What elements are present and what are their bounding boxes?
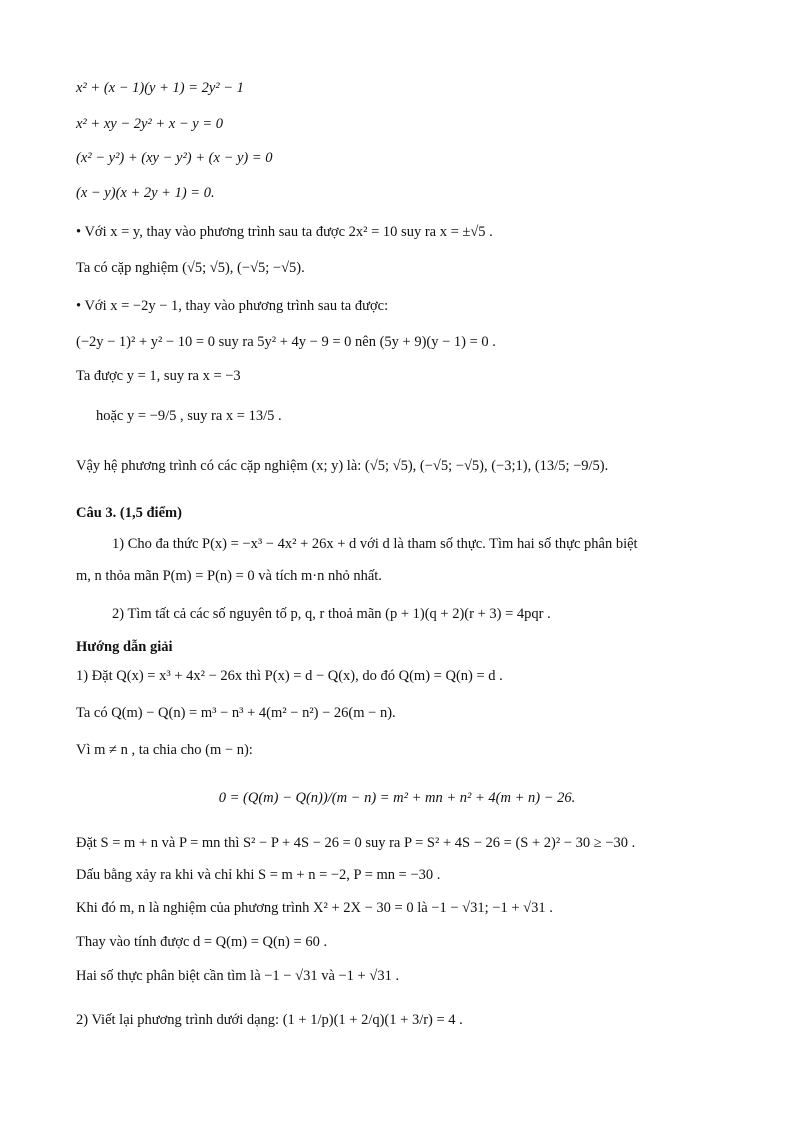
centered-equation: 0 = (Q(m) − Q(n))/(m − n) = m² + mn + n² + 4(m + n) − 26. [218, 790, 576, 806]
case-two-text: • Với x = −2y − 1, thay vào phương trình sau ta được: [76, 298, 389, 314]
conclusion-text: Vậy hệ phương trình có các cặp nghiệm (x; y) là: (√5; √5), (−√5; −√5), (−3;1), (13/5; −9/5). [76, 458, 609, 474]
equation-line-2: x² + xy − 2y² + x − y = 0 [76, 116, 223, 132]
solution-line-4: Đặt S = m + n và P = mn thì S² − P + 4S − 26 = 0 suy ra P = S² + 4S − 26 = (S + 2)² − 30 ≥ −30 . [76, 835, 636, 851]
question-part-2: 2) Tìm tất cả các số nguyên tố p, q, r thoả mãn (p + 1)(q + 2)(r + 3) = 4pqr . [112, 606, 551, 622]
question-part-1-line-1: 1) Cho đa thức P(x) = −x³ − 4x² + 26x + d với d là tham số thực. Tìm hai số thực phân biệt [112, 536, 638, 552]
solution-pair-text: Ta có cặp nghiệm (√5; √5), (−√5; −√5). [76, 260, 305, 276]
solution-line-7: Thay vào tính được d = Q(m) = Q(n) = 60 . [76, 934, 328, 950]
result-text-2: hoặc y = −9/5 , suy ra x = 13/5 . [96, 408, 282, 424]
solution-line-1: 1) Đặt Q(x) = x³ + 4x² − 26x thì P(x) = d − Q(x), do đó Q(m) = Q(n) = d . [76, 668, 503, 684]
solution-line-2: Ta có Q(m) − Q(n) = m³ − n³ + 4(m² − n²) − 26(m − n). [76, 705, 396, 721]
case-one-text: • Với x = y, thay vào phương trình sau ta được 2x² = 10 suy ra x = ±√5 . [76, 224, 493, 240]
solution-line-9: 2) Viết lại phương trình dưới dạng: (1 + 1/p)(1 + 2/q)(1 + 3/r) = 4 . [76, 1012, 463, 1028]
solution-line-3: Vì m ≠ n , ta chia cho (m − n): [76, 742, 253, 758]
solution-line-8: Hai số thực phân biệt cần tìm là −1 − √31 và −1 + √31 . [76, 968, 400, 984]
question-part-1-line-2: m, n thỏa mãn P(m) = P(n) = 0 và tích m·n nhỏ nhất. [76, 568, 382, 584]
solution-line-6: Khi đó m, n là nghiệm của phương trình X² + 2X − 30 = 0 là −1 − √31; −1 + √31 . [76, 900, 553, 916]
equation-line-1: x² + (x − 1)(y + 1) = 2y² − 1 [76, 80, 244, 96]
solution-line-5: Dấu bằng xảy ra khi và chỉ khi S = m + n = −2, P = mn = −30 . [76, 867, 441, 883]
equation-line-3: (x² − y²) + (xy − y²) + (x − y) = 0 [76, 150, 273, 166]
equation-line-4: (x − y)(x + 2y + 1) = 0. [76, 185, 215, 201]
result-text-1: Ta được y = 1, suy ra x = −3 [76, 368, 241, 384]
solution-heading: Hướng dẫn giải [76, 639, 173, 655]
equation-line-5: (−2y − 1)² + y² − 10 = 0 suy ra 5y² + 4y − 9 = 0 nên (5y + 9)(y − 1) = 0 . [76, 334, 496, 350]
question-heading: Câu 3. (1,5 điểm) [76, 505, 182, 521]
